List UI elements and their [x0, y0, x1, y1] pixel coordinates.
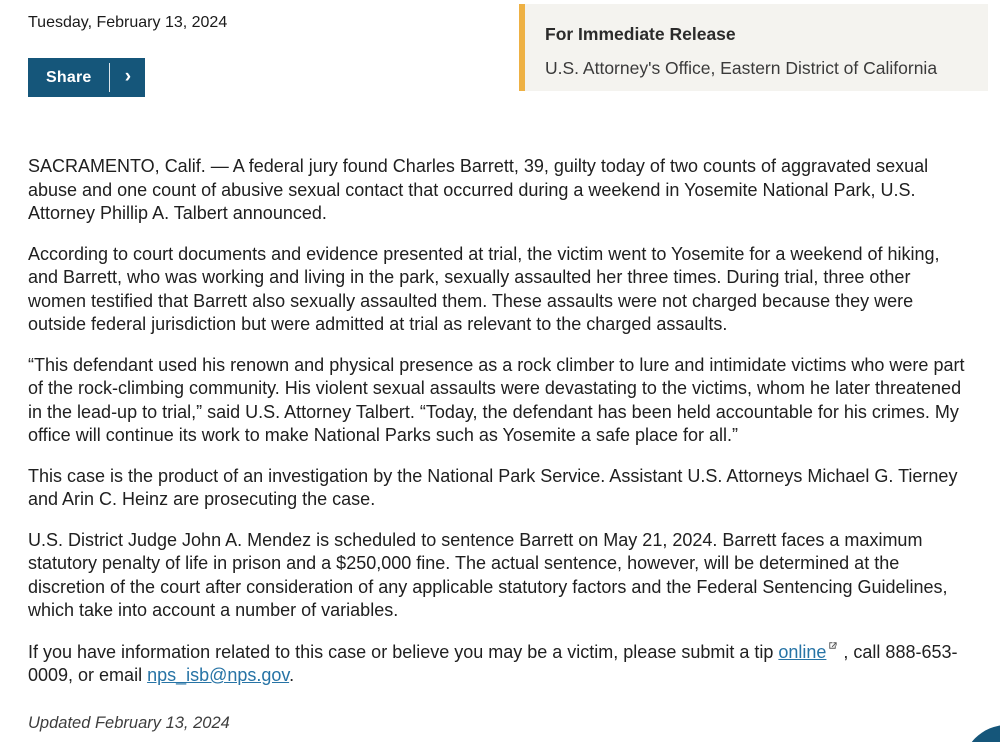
- paragraph-tip-info: [28, 640, 972, 688]
- release-box-title: For Immediate Release: [545, 24, 736, 44]
- email-tip-link[interactable]: nps_isb@nps.gov: [147, 665, 290, 685]
- release-box-office: U.S. Attorney's Office, Eastern District of California: [545, 58, 938, 78]
- paragraph-investigation: This case is the product of an investigation by the National Park Service. Assistant U.S. Attorneys Michael G. Tierney and Arin C. Heinz are prosecuting the case.: [28, 465, 958, 509]
- tip-text-middle: , call 888-653-0009, or email: [28, 641, 958, 685]
- share-button-label: Share: [46, 68, 92, 86]
- external-link-icon: [827, 640, 838, 651]
- paragraph-attorney-quote: “This defendant used his renown and physical presence as a rock climber to lure and intimidate victims who were part of the rock-climbing community. His violent sexual assaults were devastating to the victims, whom he later threatened in the lead-up to trial,” said U.S. Attorney Talbert. “Today, the defendant has been held accountable for his crimes. My office will continue its work to make National Parks such as Yosemite a safe place for all.”: [28, 354, 965, 445]
- paragraph-lede: SACRAMENTO, Calif. — A federal jury found Charles Barrett, 39, guilty today of two counts of aggravated sexual abuse and one count of abusive sexual contact that occurred during a weekend in Yosemite National Park, U.S. Attorney Phillip A. Talbert announced.: [28, 156, 929, 223]
- for-immediate-release-box: [519, 4, 988, 91]
- release-date: Tuesday, February 13, 2024: [28, 14, 228, 31]
- submit-tip-online-link[interactable]: online: [778, 641, 827, 662]
- share-button[interactable]: [28, 58, 145, 97]
- tip-text-after: .: [289, 665, 295, 685]
- press-release-body: [28, 155, 972, 733]
- paragraph-sentencing: U.S. District Judge John A. Mendez is scheduled to sentence Barrett on May 21, 2024. Barrett faces a maximum statutory penalty of life in prison and a $250,000 fine. The actual sentence, however, will be determined at the discretion of the court after consideration of any applicable statutory factors and the Federal Sentencing Guidelines, which take into account a number of variables.: [28, 529, 948, 620]
- paragraph-court-documents: According to court documents and evidence presented at trial, the victim went to Yosemite for a weekend of hiking, and Barrett, who was working and living in the park, sexually assaulted her three times. During trial, three other women testified that Barrett also sexually assaulted them. These assaults were not charged because they were outside federal jurisdiction but were admitted at trial as relevant to the charged assaults.: [28, 243, 940, 334]
- chevron-right-icon: ›: [124, 65, 132, 87]
- updated-date: Updated February 13, 2024: [28, 713, 230, 732]
- tip-text-before: If you have information related to this case or believe you may be a victim, please submit a tip: [28, 641, 779, 662]
